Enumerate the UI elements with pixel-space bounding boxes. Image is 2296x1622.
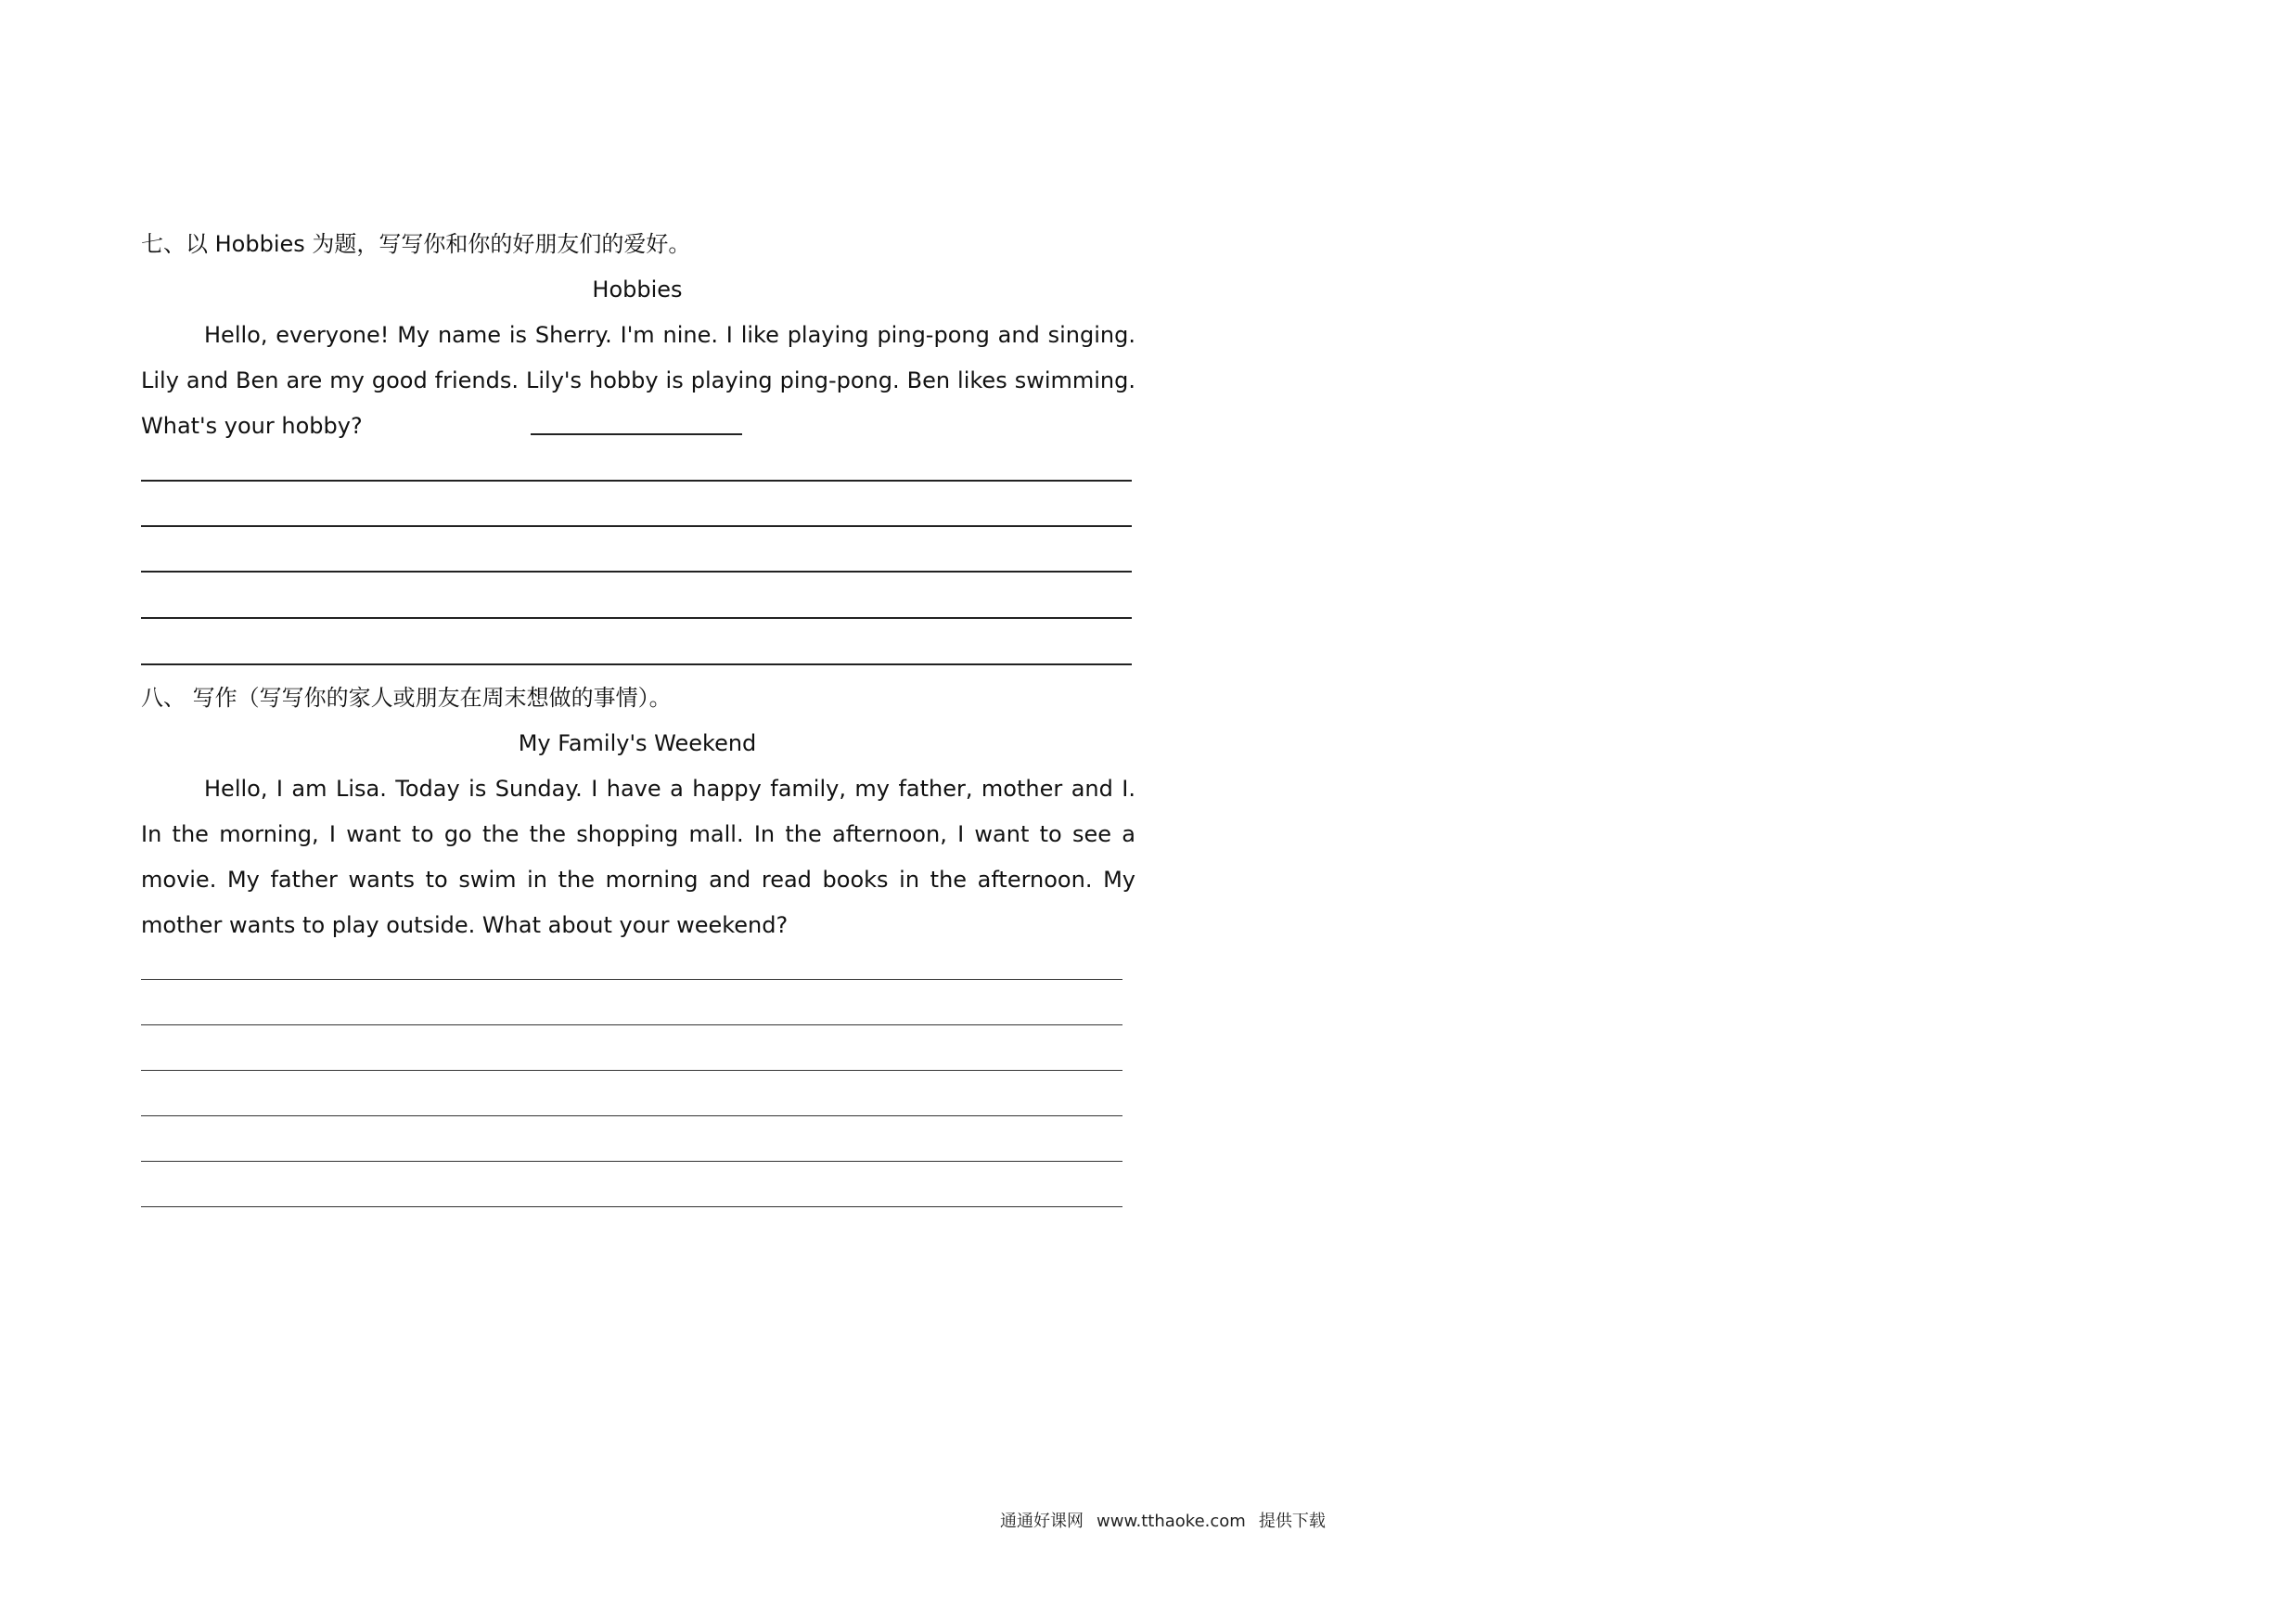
section-8-paragraph-text: Hello, I am Lisa. Today is Sunday. I have a happy family, my father, mother and I. In the morning, I want to go the the shopping mall. In the afternoon, I want to see a movie. My father wants to swim in the morning and read books in the afternoon. My mother wants to play outside. What about your weekend? [141,776,1135,938]
writing-line-4[interactable] [141,1115,1122,1116]
footer-suffix: 提供下载 [1258,1512,1326,1531]
writing-line-6[interactable] [141,1206,1122,1207]
answer-line-2[interactable] [141,525,1132,527]
writing-line-2[interactable] [141,1024,1122,1025]
footer-url[interactable]: www.tthaoke.com [1097,1512,1246,1531]
section-8-paragraph [141,766,1135,948]
section-7-title: Hobbies [592,277,683,303]
title-answer-line[interactable] [531,433,742,435]
writing-line-5[interactable] [141,1161,1122,1162]
section-7-heading: 七、以 Hobbies 为题，写写你和你的好朋友们的爱好。 [141,231,691,257]
section-8-title: My Family's Weekend [518,730,757,756]
answer-line-1[interactable] [141,480,1132,482]
section-7-paragraph [141,313,1135,449]
answer-line-5[interactable] [141,663,1132,665]
section-8-heading: 八、 写作（写写你的家人或朋友在周末想做的事情）。 [141,685,672,711]
writing-line-1[interactable] [141,979,1122,980]
writing-line-3[interactable] [141,1070,1122,1071]
answer-line-3[interactable] [141,571,1132,573]
section-7-paragraph-text: Hello, everyone! My name is Sherry. I'm nine. I like playing ping-pong and singing. Lily and Ben are my good friends. Lily's hobby is playing ping-pong. Ben likes swimming. What's your hobby? [141,322,1135,439]
footer [1000,1509,1326,1535]
answer-line-4[interactable] [141,617,1132,619]
footer-site-name: 通通好课网 [1000,1512,1084,1531]
